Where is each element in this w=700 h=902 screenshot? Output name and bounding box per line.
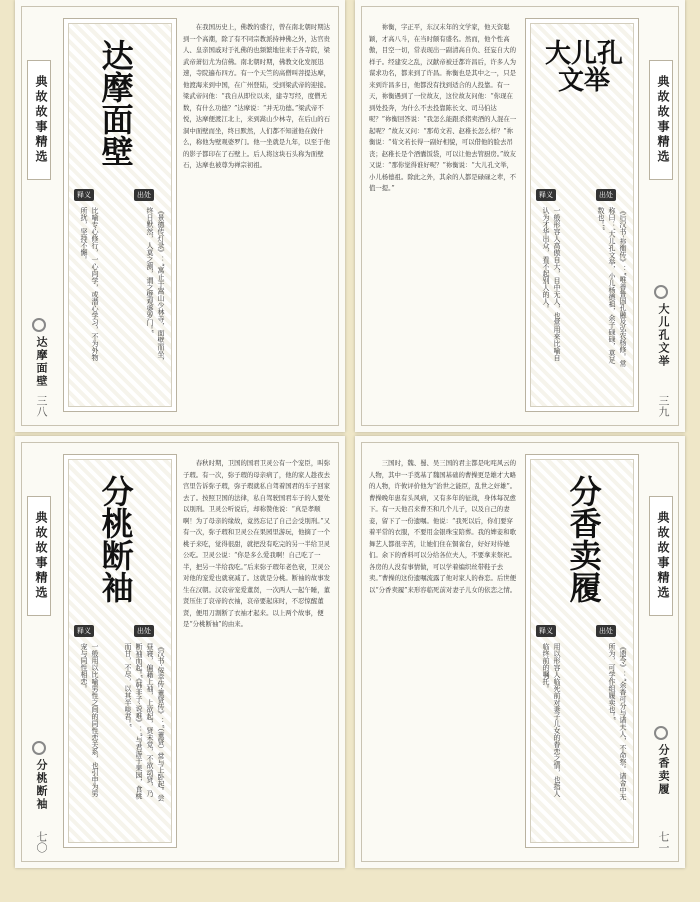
body-text: 春秋时期，卫国的国君卫灵公有一个宠臣，叫弥子瑕。有一次，弥子瑕的母亲病了，他的家人趁夜去宫里告诉弥子瑕，弥子瑕就私自驾着国君的车子回家去了。按照卫国的法律，私自驾驶国君车子的人要处以刖刑。卫灵公听说后，却称赞他说：“真是孝顺啊！为了母亲的缘故，竟然忘记了自己会受刖刑。”又有一次，弥子瑕和卫灵公在果园里游玩，他摘了一个桃子来吃，觉得很甜，就把没有吃完的另一半给卫灵公吃。卫灵公说：“你是多么爱我啊！自己吃了一半，把另一半给我吃。”后来弥子瑕年老色衰，卫灵公对他的宠爱也就衰减了。这就是分桃。断袖的故事发生在汉朝。汉哀帝宠爱董贤，一次两人一起午睡，董贤压住了哀帝的衣袖，哀帝要起床时，不忍惊醒董贤，便用刀割断了衣袖才起来。以上两个故事，便是“分桃断袖”的由来。 (183, 459, 331, 628)
explain-text: 用以形容人临死前对妻子儿女的眷恋之情，也指人临终前的嘱托。 (542, 643, 561, 797)
series-tab: 典故故事精选 (649, 60, 673, 180)
source-text: 《汉书·佞幸传·董贤传》：“（董贤）常与上卧起。尝昼寝，偏藉上袖，上欲起，贤未觉，不欲动贤，乃断袖而起。”《韩非子·说难》：“与君游于果园，食桃而甘，不尽，以其半啖君。” (124, 643, 165, 802)
explain-text: 比喻专心修行，一心向学，或潜心学习，不为外物所扰，坚持不懈。 (80, 207, 99, 361)
source-text: 《遗令》：“余香可分与诸夫人，不命祭。诸舍中无所为，可学作组履卖也。” (608, 643, 627, 801)
side-title: 达摩面壁 (35, 336, 48, 388)
source-badge: 出处 (134, 189, 154, 201)
ornament-icon (654, 726, 668, 740)
ornament-icon (654, 285, 668, 299)
body-text: 在我国历史上，佛教的盛行，曾在南北朝时期达到一个高潮，除了有不同宗教派持神佛之外，达官贵人、皇亲国戚对于礼佛的也频繁地往来于各寺院，梁武帝萧衍尤为信佛。南北朝时期，佛教文化发展迅速，寺院遍布四方。有一个天竺的高僧叫菩提达摩，他渡海来到中国，在广州登陆，受到梁武帝的迎接。梁武帝问他：“我自从即位以来，建寺写经，度僧无数，有什么功德？”达摩说：“并无功德。”梁武帝不悦，达摩便渡江北上，来到嵩山少林寺，在后山的石洞中面壁而坐，终日默然，人们都不知道他在做什么，称他为壁观婆罗门。他一坐就是九年，以至于他的影子都印在了石壁上。后人将这块石头称为面壁石，达摩也被尊为禅宗初祖。 (183, 23, 330, 169)
explain-badge: 释义 (74, 189, 94, 201)
series-tab: 典故故事精选 (27, 496, 51, 616)
page-kongwenju (355, 0, 685, 432)
page-title: 达摩面壁 (96, 39, 135, 167)
side-title: 分香卖履 (657, 744, 670, 796)
series-tab: 典故故事精选 (27, 60, 51, 180)
source-badge: 出处 (596, 625, 616, 637)
title-panel (525, 18, 639, 412)
page-title: 分香卖履 (564, 475, 603, 603)
explain-text: 一般用以比喻男性之间的同性恋关系，也引申为男宠与同性相恋。 (80, 643, 99, 797)
ornament-icon (32, 318, 46, 332)
body-text: 三国时，魏、蜀、吴三国的君主都是叱咤风云的人物，其中一手奠基了魏国基础的曹操更是雄才大略的人物，许攸评价他为“治世之能臣，乱世之奸雄”。曹操晚年患有头风病，又有多年的征战，身体每况愈下。有一天他召来曹丕和几个儿子，以及自己的妻妾，留下了一份遗嘱。他说：“我死以后，你们要穿着平常的衣服，不要用金银珠宝陪葬。我的婢妾和歌舞艺人都很辛苦，让她们住在铜雀台，好好对待她们。余下的香料可以分给各位夫人，不要拿来祭祀。各房的人没有事情做，可以学着编织丝带鞋子去卖。”曹操的这份遗嘱流露了他对家人的眷恋。后世便以“分香卖履”来形容临死前对妻子儿女的依恋之情。 (369, 459, 517, 594)
side-title: 分桃断袖 (35, 759, 48, 811)
source-text: 《景德传灯录》：“寓止于嵩山少林寺，面壁而坐，终日默然，人莫之测，谓之壁观婆罗门。” (146, 207, 165, 365)
title-panel (525, 454, 639, 848)
page-title: 大儿孔文举 (544, 39, 623, 97)
page-number: 三八 (35, 395, 48, 417)
source-text: 《后汉书·祢衡传》：“唯善鲁国孔融及弘农杨修。常称曰：‘大儿孔文举，小儿杨德祖，余子碌碌，莫足数也。’” (597, 207, 627, 367)
ornament-icon (32, 741, 46, 755)
page-title: 分桃断袖 (96, 475, 135, 603)
body-text: 祢衡，字正平，东汉末年的文学家，他天资聪颖，才高八斗，在当时颇有盛名。然而，他个性高傲，目空一切，常表现出一副清高自负、狂妄自大的样子。经建安之乱，汉献帝被迁都许昌后，许多人为谋求功名，都来到了许昌。祢衡也是其中之一，只是来到许昌多日，他都没有找到适合的人投靠。有一天，祢衡遇到了一位故友，这位故友问他：“你现在到处投奔，为什么不去投靠陈长文、司马伯达呢？”祢衡回答说：“我怎么能跟杀猪卖酒的人混在一起呢？”故友又问：“那荀文若、赵稚长怎么样？”祢衡说：“荀文若长得一副好相貌，可以借他的脸去吊丧；赵稚长是个酒囊饭袋，可以让他去管厨房。”故友又说：“那你觉得谁好呢？”祢衡说：“大儿孔文举，小儿杨德祖。除此之外，其余的人都是碌碌之辈，不值一提。” (369, 23, 517, 192)
title-panel (63, 454, 177, 848)
page-number: 三九 (657, 395, 670, 417)
page-fenxiang (355, 436, 685, 868)
explain-text: 一般形容人高傲自大，目中无人，也常用来比喻自认为才华出众，看不起别人的人。 (542, 207, 561, 361)
page-number: 七〇 (35, 831, 48, 853)
page-damo (15, 0, 345, 432)
page-number: 七一 (657, 831, 670, 853)
series-tab: 典故故事精选 (649, 496, 673, 616)
explain-badge: 释义 (536, 189, 556, 201)
explain-badge: 释义 (74, 625, 94, 637)
side-title: 大儿孔文举 (657, 303, 670, 368)
page-fentao (15, 436, 345, 868)
source-badge: 出处 (134, 625, 154, 637)
explain-badge: 释义 (536, 625, 556, 637)
title-panel (63, 18, 177, 412)
source-badge: 出处 (596, 189, 616, 201)
